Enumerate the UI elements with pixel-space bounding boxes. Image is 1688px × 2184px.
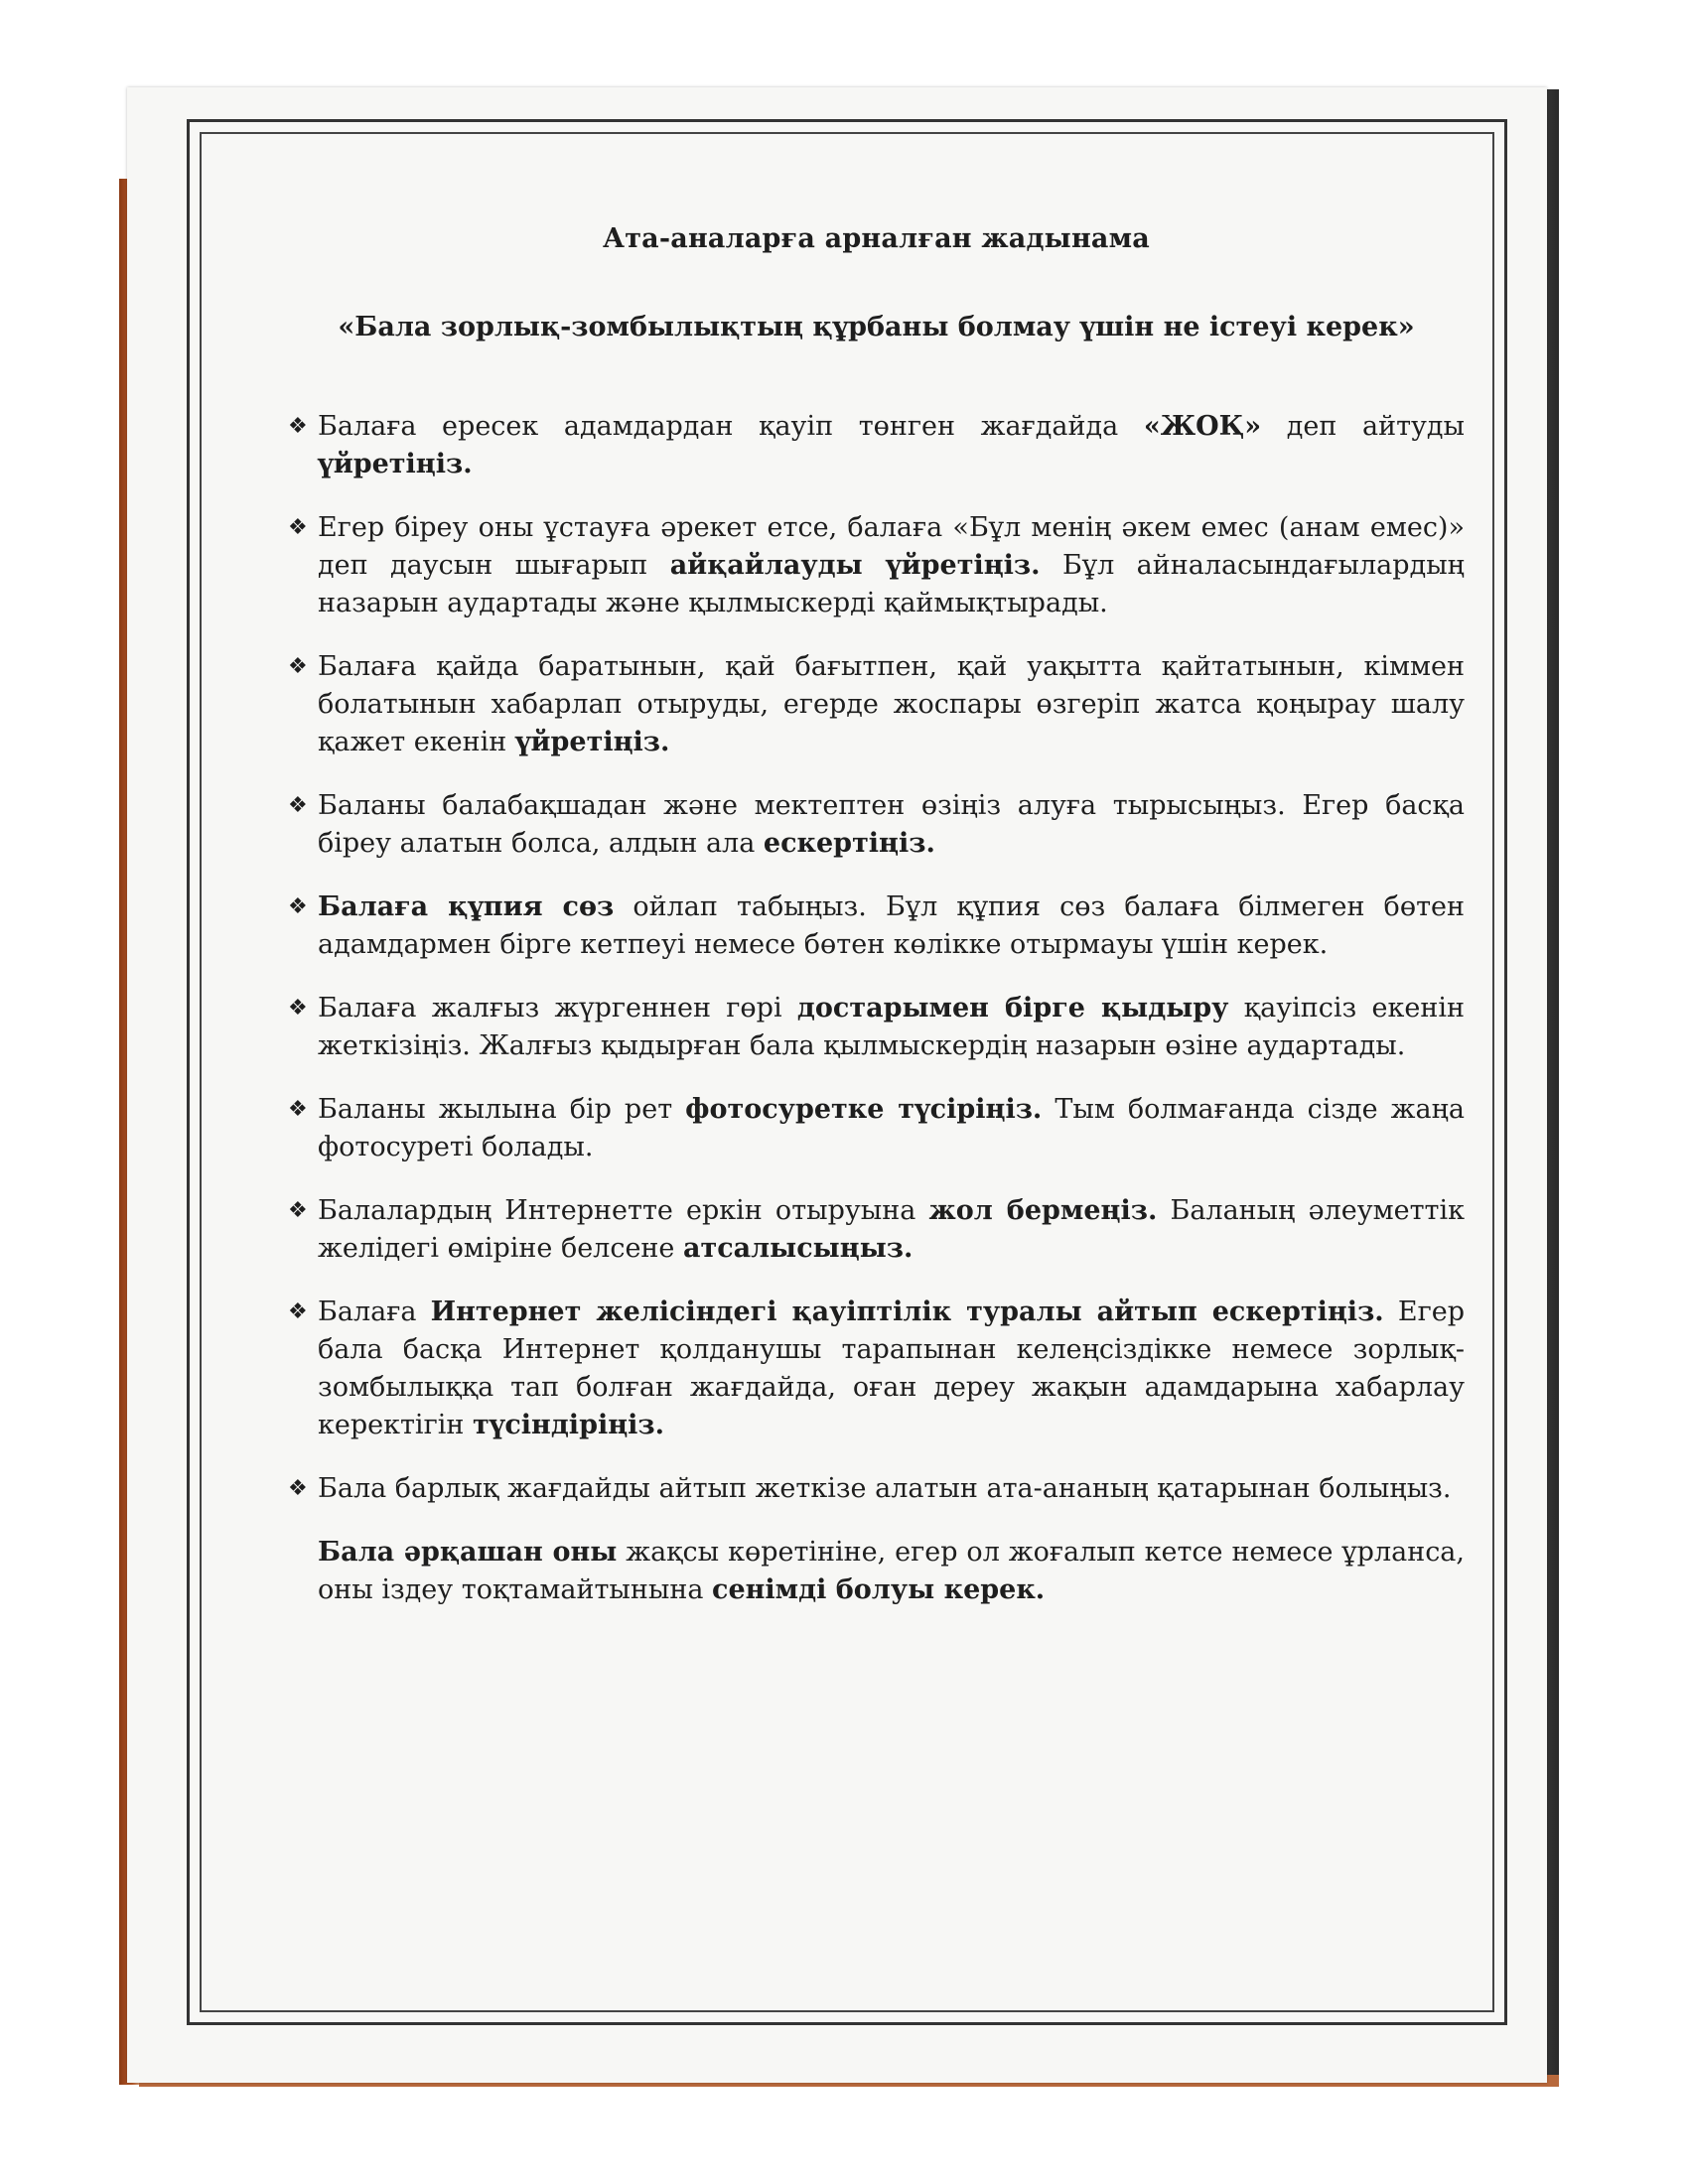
tip-emphasis: атсалысыңыз. [682, 1233, 914, 1264]
tip-text: Балаға [318, 1297, 431, 1327]
tip-text: Балаға қайда баратынын, қай бағытпен, қай уақытта қайтатынын, кіммен болатынын хабарлап отыруды, егерде жоспары өзгеріп жатса қоңырау шалу қажет екенін [318, 651, 1465, 757]
closing-bold-1: Бала әрқашан оны [318, 1537, 618, 1568]
four-diamond-bullet-icon: ❖ [288, 515, 308, 540]
tip-text: қауіпсіз екенін жеткізіңіз. Жалғыз қыдырған бала қылмыскердің назарын өзіне аудартады. [318, 993, 1465, 1061]
tip-text: Бала барлық жағдайды айтып жеткізе алатын ата-ананың қатарынан болыңыз. [318, 1473, 1452, 1504]
tip-item [288, 648, 1465, 761]
tip-emphasis: үйретіңіз. [318, 449, 473, 479]
tip-text: Бұл айналасындағылардың назарын аудартады және қылмыскерді қаймықтырады. [318, 550, 1465, 618]
four-diamond-bullet-icon: ❖ [288, 1299, 308, 1324]
tip-item [288, 408, 1465, 483]
tip-text: Егер бала басқа Интернет қолданушы тарапынан келеңсіздікке немесе зорлық-зомбылыққа тап болған жағдайда, оған дереу жақын адамдарына хабарлау керектігін [318, 1297, 1465, 1440]
four-diamond-bullet-icon: ❖ [288, 894, 308, 919]
tip-text: Балаға ересек адамдардан қауіп төнген жағдайда [318, 411, 1144, 442]
tip-item [288, 888, 1465, 964]
tip-text: Баланы жылына бір рет [318, 1094, 686, 1125]
four-diamond-bullet-icon: ❖ [288, 414, 308, 439]
tip-emphasis: үйретіңіз. [514, 727, 670, 757]
closing-statement [288, 1534, 1465, 1609]
tip-item [288, 509, 1465, 622]
four-diamond-bullet-icon: ❖ [288, 1476, 308, 1501]
tip-item [288, 1294, 1465, 1444]
tip-item [288, 1470, 1465, 1508]
tip-emphasis: Балаға құпия сөз [318, 891, 615, 922]
tip-item [288, 990, 1465, 1065]
tip-emphasis: Интернет желісіндегі қауіптілік туралы айтып ескертіңіз. [430, 1297, 1384, 1327]
tip-text: Балаға жалғыз жүргеннен гөрі [318, 993, 797, 1024]
tip-text: Егер біреу оны ұстауға әрекет етсе, балаға «Бұл менің әкем емес (анам емес)» деп даусын шығарып [318, 512, 1465, 581]
tip-item [288, 1192, 1465, 1268]
tip-text: Тым болмағанда сізде жаңа фотосуреті болады. [318, 1094, 1466, 1162]
tip-emphasis: айқайлауды үйретіңіз. [669, 550, 1041, 581]
four-diamond-bullet-icon: ❖ [288, 1097, 308, 1122]
tip-text: ойлап табыңыз. Бұл құпия сөз балаға білмеген бөтен адамдармен бірге кетпеуі немесе бөтен көлікке отырмауы үшін керек. [318, 891, 1465, 960]
four-diamond-bullet-icon: ❖ [288, 996, 308, 1021]
four-diamond-bullet-icon: ❖ [288, 654, 308, 679]
tip-emphasis: түсіндіріңіз. [472, 1410, 665, 1440]
tip-emphasis: «ЖОҚ» [1143, 411, 1262, 442]
tip-text: Баланың әлеуметтік желідегі өміріне белсене [318, 1195, 1465, 1264]
closing-text: жақсы көретініне, егер ол жоғалып кетсе немесе ұрланса, оны іздеу тоқтамайтынына [318, 1537, 1465, 1605]
memo-content [288, 223, 1465, 1609]
tip-item [288, 1091, 1465, 1166]
closing-bold-2: сенімді болуы керек. [712, 1574, 1046, 1605]
tip-emphasis: достарымен бірге қыдыру [796, 993, 1229, 1024]
tip-item [288, 787, 1465, 863]
tip-text: Балалардың Интернетте еркін отыруына [318, 1195, 929, 1226]
page-title: Ата-аналарға арналған жадынама [603, 223, 1150, 254]
tip-text: Баланы балабақшадан және мектептен өзіңіз алуға тырысыңыз. Егер басқа біреу алатын болса, алдын ала [318, 790, 1465, 859]
tip-emphasis: ескертіңіз. [763, 828, 935, 859]
tips-list [288, 408, 1465, 1508]
tip-emphasis: жол бермеңіз. [928, 1195, 1158, 1226]
tip-text: деп айтуды [1261, 411, 1466, 442]
page-subtitle: «Бала зорлық-зомбылықтың құрбаны болмау үшін не істеуі керек» [338, 312, 1415, 342]
tip-emphasis: фотосуретке түсіріңіз. [685, 1094, 1043, 1125]
four-diamond-bullet-icon: ❖ [288, 1198, 308, 1223]
four-diamond-bullet-icon: ❖ [288, 793, 308, 818]
